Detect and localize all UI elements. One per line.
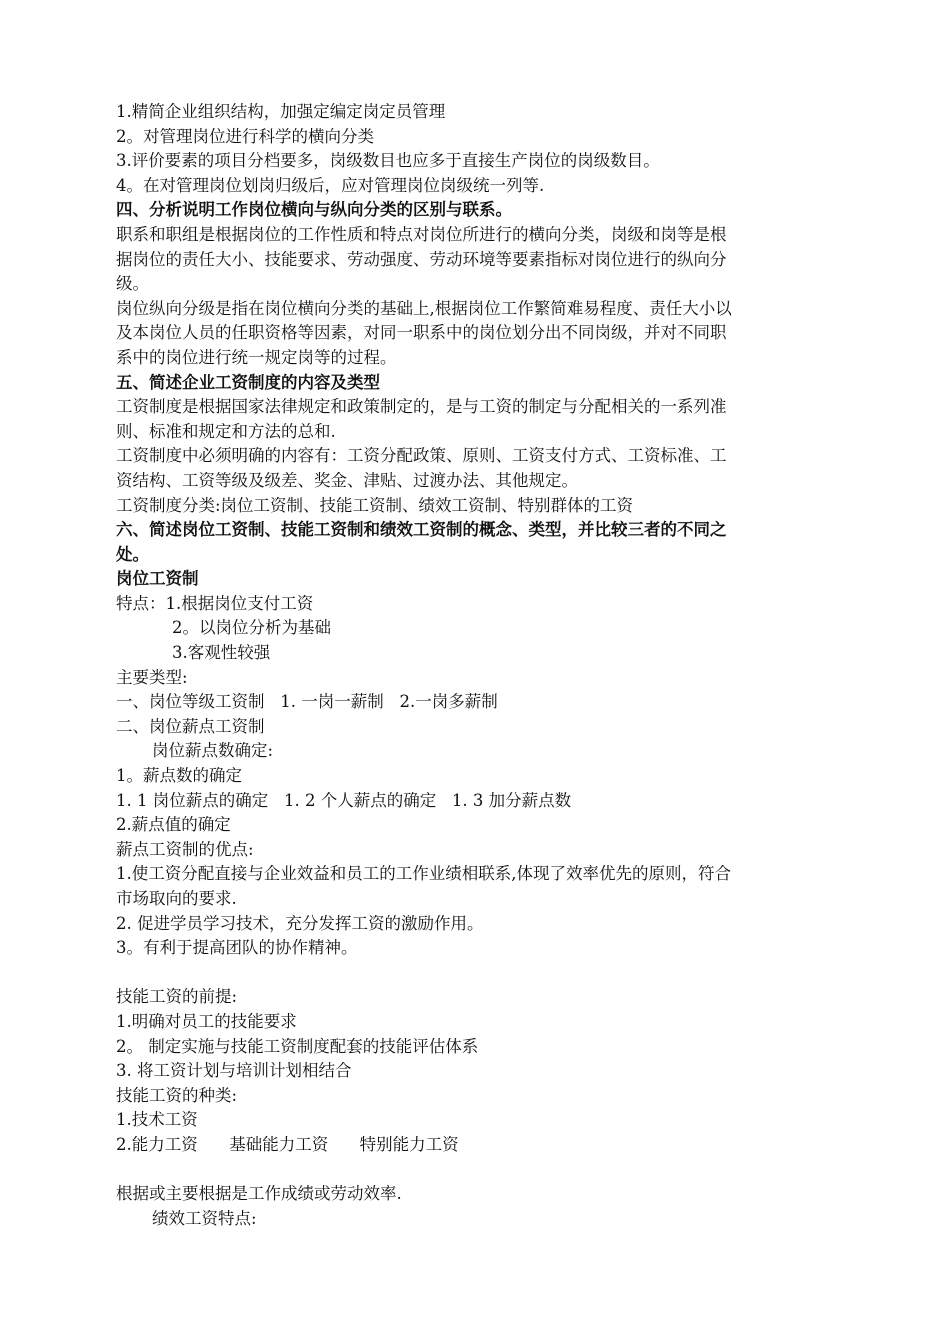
text-line: 一、岗位等级工资制 1. 一岗一薪制 2.一岗多薪制	[116, 692, 498, 712]
text-line: 1.明确对员工的技能要求	[116, 1011, 297, 1031]
text-line: 岗位纵向分级是指在岗位横向分类的基础上,根据岗位工作繁简难易程度、责任大小以	[116, 298, 732, 318]
section-heading: 五、简述企业工资制度的内容及类型	[116, 372, 380, 392]
text-line: 1。薪点数的确定	[116, 766, 242, 786]
section-heading: 处。	[116, 544, 149, 564]
text-line: 工资制度中必须明确的内容有：工资分配政策、原则、工资支付方式、工资标准、工	[116, 446, 727, 466]
text-line: 技能工资的前提:	[116, 987, 238, 1007]
text-line	[116, 1158, 846, 1183]
section-heading: 六、简述岗位工资制、技能工资制和绩效工资制的概念、类型，并比较三者的不同之	[116, 520, 727, 540]
text-line: 2. 促进学员学习技术，充分发挥工资的激励作用。	[116, 913, 484, 933]
text-line: 2。以岗位分析为基础	[172, 618, 331, 638]
text-line: 及本岗位人员的任职资格等因素，对同一职系中的岗位划分出不同岗级，并对不同职	[116, 323, 727, 343]
text-line: 资结构、工资等级及级差、奖金、津贴、过渡办法、其他规定。	[116, 470, 578, 490]
text-line: 特点：1.根据岗位支付工资	[116, 593, 314, 613]
text-line: 4。在对管理岗位划岗归级后，应对管理岗位岗级统一列等.	[116, 175, 545, 195]
text-line: 3。有利于提高团队的协作精神。	[116, 938, 358, 958]
text-line: 3. 将工资计划与培训计划相结合	[116, 1061, 352, 1081]
document-page	[116, 100, 846, 1231]
text-line: 绩效工资特点:	[152, 1208, 257, 1228]
text-line: 系中的岗位进行统一规定岗等的过程。	[116, 347, 397, 367]
text-line: 2.薪点值的确定	[116, 815, 231, 835]
text-line: 1.技术工资	[116, 1110, 198, 1130]
text-line: 工资制度是根据国家法律规定和政策制定的，是与工资的制定与分配相关的一系列准	[116, 397, 727, 417]
text-line: 据岗位的责任大小、技能要求、劳动强度、劳动环境等要素指标对岗位进行的纵向分	[116, 249, 727, 269]
text-line: 级。	[116, 274, 149, 294]
text-line: 根据或主要根据是工作成绩或劳动效率.	[116, 1184, 402, 1204]
text-line: 薪点工资制的优点:	[116, 839, 254, 859]
text-line: 二、岗位薪点工资制	[116, 716, 265, 736]
text-line: 3.评价要素的项目分档要多，岗级数目也应多于直接生产岗位的岗级数目。	[116, 151, 660, 171]
text-line: 职系和职组是根据岗位的工作性质和特点对岗位所进行的横向分类，岗级和岗等是根	[116, 224, 727, 244]
text-line: 2.能力工资 基础能力工资 特别能力工资	[116, 1134, 459, 1154]
text-line: 市场取向的要求.	[116, 889, 237, 908]
text-line: 1.使工资分配直接与企业效益和员工的工作业绩相联系,体现了效率优先的原则，符合	[116, 864, 731, 884]
text-line: 主要类型:	[116, 667, 188, 687]
section-heading: 四、分析说明工作岗位横向与纵向分类的区别与联系。	[116, 200, 512, 220]
subsection-heading: 岗位工资制	[116, 569, 199, 589]
text-line: 1.精简企业组织结构，加强定编定岗定员管理	[116, 102, 446, 121]
text-line: 1. 1 岗位薪点的确定 1. 2 个人薪点的确定 1. 3 加分薪点数	[116, 790, 572, 810]
text-line: 2。 制定实施与技能工资制度配套的技能评估体系	[116, 1036, 479, 1056]
text-line	[116, 961, 846, 986]
text-line: 技能工资的种类:	[116, 1085, 238, 1105]
text-line: 岗位薪点数确定:	[152, 741, 274, 761]
text-line: 则、标准和规定和方法的总和.	[116, 421, 336, 441]
text-line: 3.客观性较强	[172, 643, 271, 663]
text-line: 2。对管理岗位进行科学的横向分类	[116, 126, 374, 146]
text-line: 工资制度分类:岗位工资制、技能工资制、绩效工资制、特别群体的工资	[116, 495, 634, 515]
